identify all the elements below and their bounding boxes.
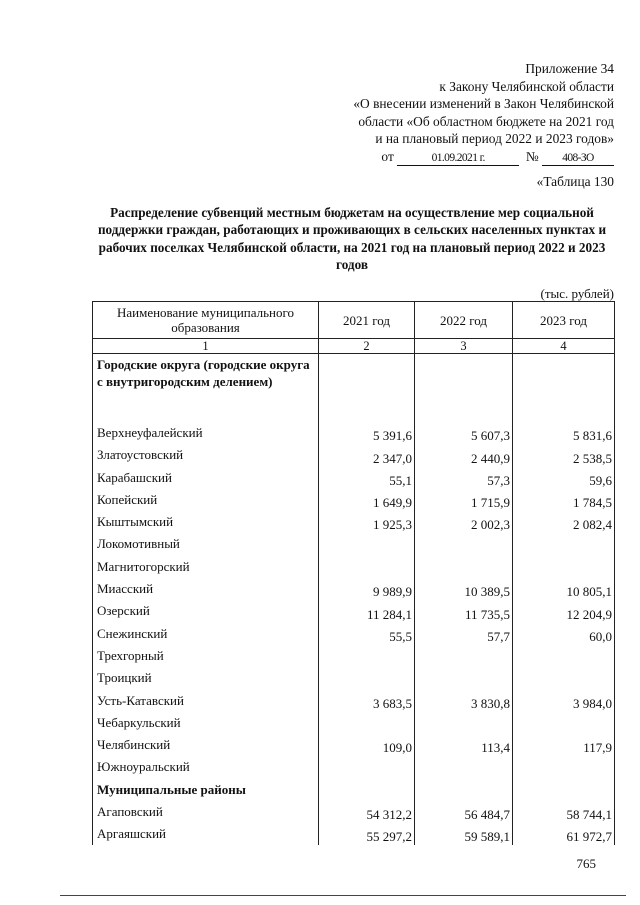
municipality-name: Усть-Катавский <box>93 690 319 712</box>
column-number: 3 <box>415 339 513 354</box>
value-2022: 10 389,5 <box>415 578 513 600</box>
value-2021: 1 925,3 <box>319 511 415 533</box>
value-2023: 58 744,1 <box>513 801 615 823</box>
table-row <box>93 467 615 489</box>
value-2023: 12 204,9 <box>513 600 615 622</box>
column-numbers-row <box>93 339 615 354</box>
municipality-name: Миасский <box>93 578 319 600</box>
table-row <box>93 578 615 600</box>
table-row <box>93 690 615 712</box>
value-2022 <box>415 533 513 555</box>
value-2022: 5 607,3 <box>415 422 513 444</box>
municipality-name: Челябинский <box>93 734 319 756</box>
value-2021 <box>319 533 415 555</box>
value-2023: 5 831,6 <box>513 422 615 444</box>
table-row <box>93 556 615 578</box>
municipality-name: Южноуральский <box>93 756 319 778</box>
value-2023: 117,9 <box>513 734 615 756</box>
municipality-name: Магнитогорский <box>93 556 319 578</box>
value-2021: 55,5 <box>319 623 415 645</box>
value-2022: 2 002,3 <box>415 511 513 533</box>
value-2022: 3 830,8 <box>415 690 513 712</box>
value-2022: 59 589,1 <box>415 823 513 845</box>
value-2023: 10 805,1 <box>513 578 615 600</box>
municipality-name: Агаповский <box>93 801 319 823</box>
header-2022: 2022 год <box>415 302 513 339</box>
municipality-name: Трехгорный <box>93 645 319 667</box>
municipality-name: Копейский <box>93 489 319 511</box>
header-2021: 2021 год <box>319 302 415 339</box>
page-bottom-rule <box>60 895 626 896</box>
subventions-table <box>92 301 615 845</box>
page-number: 765 <box>576 856 596 871</box>
value-2022: 113,4 <box>415 734 513 756</box>
appendix-line: области «Об областном бюджете на 2021 год <box>358 113 614 129</box>
value-2023 <box>513 533 615 555</box>
header-2023: 2023 год <box>513 302 615 339</box>
value-2021: 11 284,1 <box>319 600 415 622</box>
value-2021: 55 297,2 <box>319 823 415 845</box>
table-row <box>93 511 615 533</box>
table-row <box>93 533 615 555</box>
value-2022: 57,7 <box>415 623 513 645</box>
value-2023: 61 972,7 <box>513 823 615 845</box>
value-2022 <box>415 667 513 689</box>
value-2021: 54 312,2 <box>319 801 415 823</box>
group-label: Городские округа (городские округа с внутригородским делением) <box>93 354 319 423</box>
value-2023: 60,0 <box>513 623 615 645</box>
appendix-line: и на плановый период 2022 и 2023 годов» <box>375 131 614 147</box>
group-row-urban-districts <box>93 354 615 423</box>
value-2021 <box>319 645 415 667</box>
group-row-municipal-districts <box>93 779 615 801</box>
table-row <box>93 756 615 778</box>
municipality-name: Златоустовский <box>93 444 319 466</box>
value-2021: 109,0 <box>319 734 415 756</box>
value-2022: 57,3 <box>415 467 513 489</box>
value-2022 <box>415 556 513 578</box>
table-row <box>93 489 615 511</box>
table-row <box>93 623 615 645</box>
value-2021 <box>319 556 415 578</box>
header-municipality: Наименование муниципального образования <box>93 302 319 339</box>
value-2021: 2 347,0 <box>319 444 415 466</box>
value-2023 <box>513 712 615 734</box>
value-2021: 5 391,6 <box>319 422 415 444</box>
municipality-name: Аргаяшский <box>93 823 319 845</box>
municipality-name: Верхнеуфалейский <box>93 422 319 444</box>
law-date: 01.09.2021 г. <box>397 151 519 166</box>
units-label: (тыс. рублей) <box>540 286 614 301</box>
column-number: 1 <box>93 339 319 354</box>
value-2023: 2 538,5 <box>513 444 615 466</box>
value-2021: 3 683,5 <box>319 690 415 712</box>
value-2021 <box>319 712 415 734</box>
value-2022: 11 735,5 <box>415 600 513 622</box>
value-2021: 55,1 <box>319 467 415 489</box>
value-2021: 9 989,9 <box>319 578 415 600</box>
number-prefix: № <box>525 148 539 164</box>
column-number: 4 <box>513 339 615 354</box>
table-row <box>93 645 615 667</box>
value-2023 <box>513 556 615 578</box>
law-date-line <box>353 148 614 166</box>
table-header-row <box>93 302 615 339</box>
value-2021 <box>319 756 415 778</box>
municipality-name: Карабашский <box>93 467 319 489</box>
law-number: 408-ЗО <box>542 151 614 166</box>
table-row <box>93 422 615 444</box>
value-2022: 2 440,9 <box>415 444 513 466</box>
table-row <box>93 600 615 622</box>
value-2022: 56 484,7 <box>415 801 513 823</box>
value-2022 <box>415 756 513 778</box>
value-2023: 3 984,0 <box>513 690 615 712</box>
value-2023 <box>513 756 615 778</box>
appendix-line: Приложение 34 <box>525 61 614 76</box>
value-2022: 1 715,9 <box>415 489 513 511</box>
table-row <box>93 823 615 845</box>
table-row <box>93 734 615 756</box>
value-2023: 59,6 <box>513 467 615 489</box>
column-number: 2 <box>319 339 415 354</box>
value-2023 <box>513 667 615 689</box>
date-prefix: от <box>381 148 394 164</box>
appendix-header <box>353 60 614 166</box>
value-2022 <box>415 712 513 734</box>
value-2023: 2 082,4 <box>513 511 615 533</box>
municipality-name: Локомотивный <box>93 533 319 555</box>
group-label: Муниципальные районы <box>93 779 319 801</box>
municipality-name: Чебаркульский <box>93 712 319 734</box>
value-2023 <box>513 645 615 667</box>
table-row <box>93 801 615 823</box>
value-2023: 1 784,5 <box>513 489 615 511</box>
municipality-name: Озерский <box>93 600 319 622</box>
document-title: Распределение субвенций местным бюджетам на осуществление мер социальной поддержки граждан, работающих и проживающих в сельских населенных пунктах и рабочих поселках Челябинской области, на 2021 год на плановый период 2022 и 2023 годов <box>97 205 607 273</box>
table-row <box>93 667 615 689</box>
table-row <box>93 712 615 734</box>
municipality-name: Кыштымский <box>93 511 319 533</box>
value-2022 <box>415 645 513 667</box>
table-label: «Таблица 130 <box>536 174 614 189</box>
municipality-name: Троицкий <box>93 667 319 689</box>
appendix-line: «О внесении изменений в Закон Челябинской <box>353 96 614 112</box>
value-2021: 1 649,9 <box>319 489 415 511</box>
table-row <box>93 444 615 466</box>
municipality-name: Снежинский <box>93 623 319 645</box>
appendix-line: к Закону Челябинской области <box>439 78 614 94</box>
value-2021 <box>319 667 415 689</box>
